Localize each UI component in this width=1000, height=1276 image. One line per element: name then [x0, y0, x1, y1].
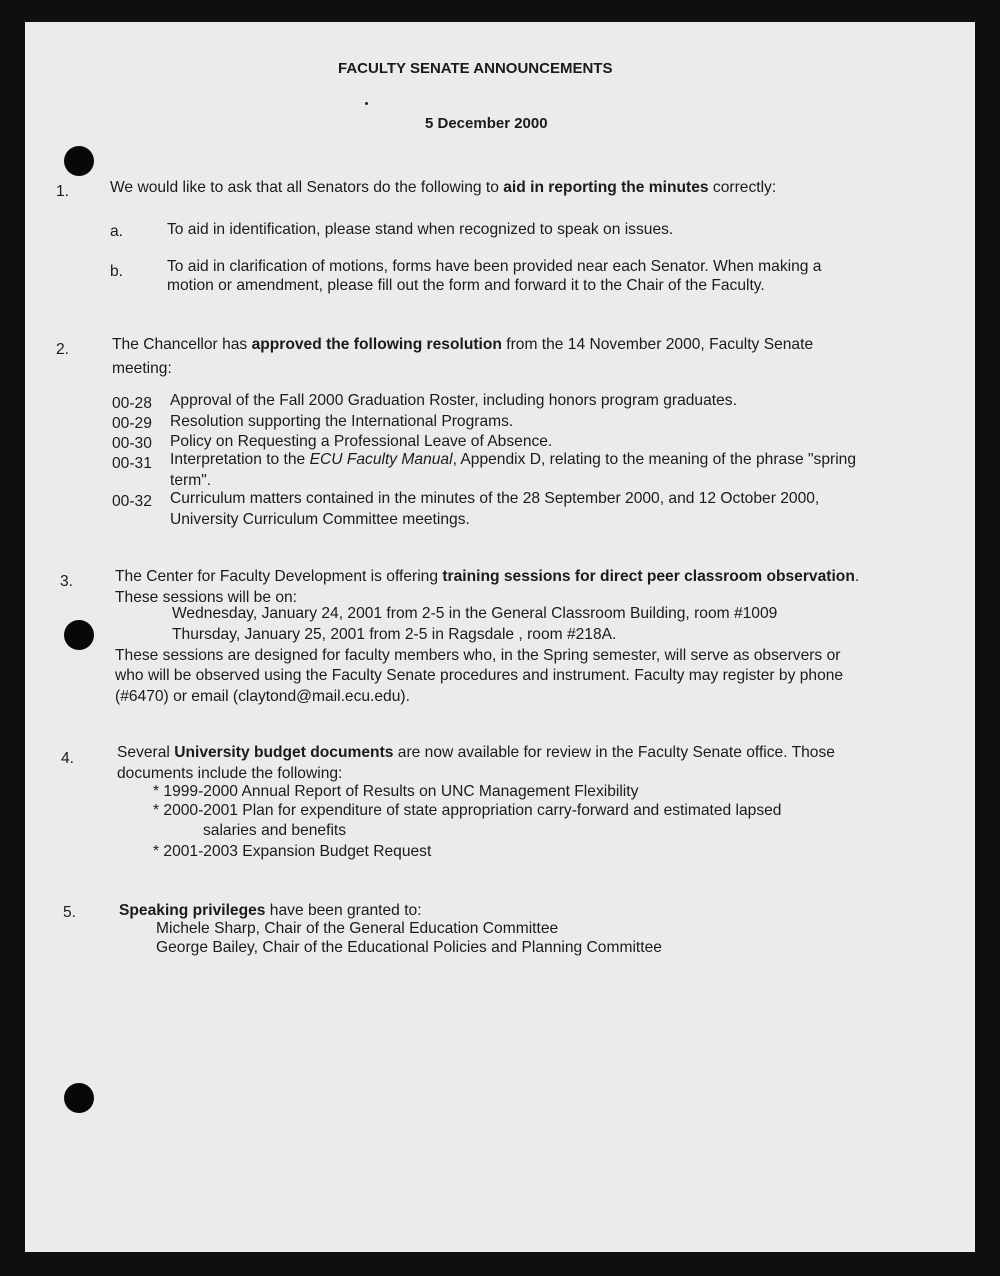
resolution-code: 00-31 [112, 455, 152, 472]
item-4-number: 4. [61, 750, 75, 767]
budget-document: * 2001-2003 Expansion Budget Request [153, 843, 432, 860]
item-1b-line-1: To aid in clarification of motions, forms have been provided near each Senator. When making a [167, 258, 822, 275]
item-2-line-2: meeting: [112, 360, 172, 377]
speaker-2: George Bailey, Chair of the Educational Policies and Planning Committee [156, 939, 662, 956]
budget-document: * 1999-2000 Annual Report of Results on UNC Management Flexibility [153, 783, 639, 800]
item-4-line-2: documents include the following: [117, 765, 343, 782]
item-1-number: 1. [56, 183, 70, 200]
item-2-text: The Chancellor has approved the following resolution from the 14 November 2000, Faculty Senate [112, 336, 814, 353]
budget-document-continued: salaries and benefits [203, 822, 347, 839]
document-page [25, 22, 975, 1252]
session-1: Wednesday, January 24, 2001 from 2-5 in the General Classroom Building, room #1009 [172, 605, 778, 622]
item-5-text: Speaking privileges have been granted to: [119, 902, 422, 919]
page-date: 5 December 2000 [425, 115, 548, 132]
item-1a-text: To aid in identification, please stand when recognized to speak on issues. [167, 221, 674, 238]
item-1b-line-2: motion or amendment, please fill out the form and forward it to the Chair of the Faculty. [167, 277, 765, 294]
item-4-text: Several University budget documents are now available for review in the Faculty Senate office. Those [117, 744, 835, 761]
session-2: Thursday, January 25, 2001 from 2-5 in Ragsdale , room #218A. [172, 626, 617, 643]
item-5-number: 5. [63, 904, 77, 921]
punch-hole-bottom [64, 1083, 94, 1113]
resolution-text: Policy on Requesting a Professional Leave of Absence. [170, 433, 553, 450]
resolution-text: Curriculum matters contained in the minutes of the 28 September 2000, and 12 October 2000, [170, 490, 820, 507]
item-3-line-7: (#6470) or email (claytond@mail.ecu.edu). [115, 688, 410, 705]
resolution-text: Approval of the Fall 2000 Graduation Roster, including honors program graduates. [170, 392, 737, 409]
resolution-text: Resolution supporting the International Programs. [170, 413, 514, 430]
item-2-number: 2. [56, 341, 70, 358]
item-1a-marker: a. [110, 223, 124, 240]
item-1b-marker: b. [110, 263, 124, 280]
speaker-1: Michele Sharp, Chair of the General Education Committee [156, 920, 559, 937]
item-1-text: We would like to ask that all Senators do the following to aid in reporting the minutes correctly: [110, 179, 777, 196]
resolution-text: Interpretation to the ECU Faculty Manual, Appendix D, relating to the meaning of the phrase "spring [170, 451, 857, 468]
resolution-code: 00-28 [112, 395, 152, 412]
item-3-number: 3. [60, 573, 74, 590]
resolution-code: 00-32 [112, 493, 152, 510]
punch-hole-top [64, 146, 94, 176]
punch-hole-middle [64, 620, 94, 650]
item-3-line-5: These sessions are designed for faculty members who, in the Spring semester, will serve as observers or [115, 647, 841, 664]
budget-document: * 2000-2001 Plan for expenditure of state appropriation carry-forward and estimated lapsed [153, 802, 782, 819]
resolution-text-continued: term". [170, 472, 212, 489]
resolution-text-continued: University Curriculum Committee meetings. [170, 511, 470, 528]
item-3-line-6: who will be observed using the Faculty Senate procedures and instrument. Faculty may register by phone [115, 667, 844, 684]
resolution-code: 00-30 [112, 435, 152, 452]
item-3-text: The Center for Faculty Development is offering training sessions for direct peer classroom observation. [115, 568, 860, 585]
item-3-line-2: These sessions will be on: [115, 589, 298, 606]
scan-speck [365, 102, 368, 105]
resolution-code: 00-29 [112, 415, 152, 432]
page-title: FACULTY SENATE ANNOUNCEMENTS [338, 60, 613, 77]
